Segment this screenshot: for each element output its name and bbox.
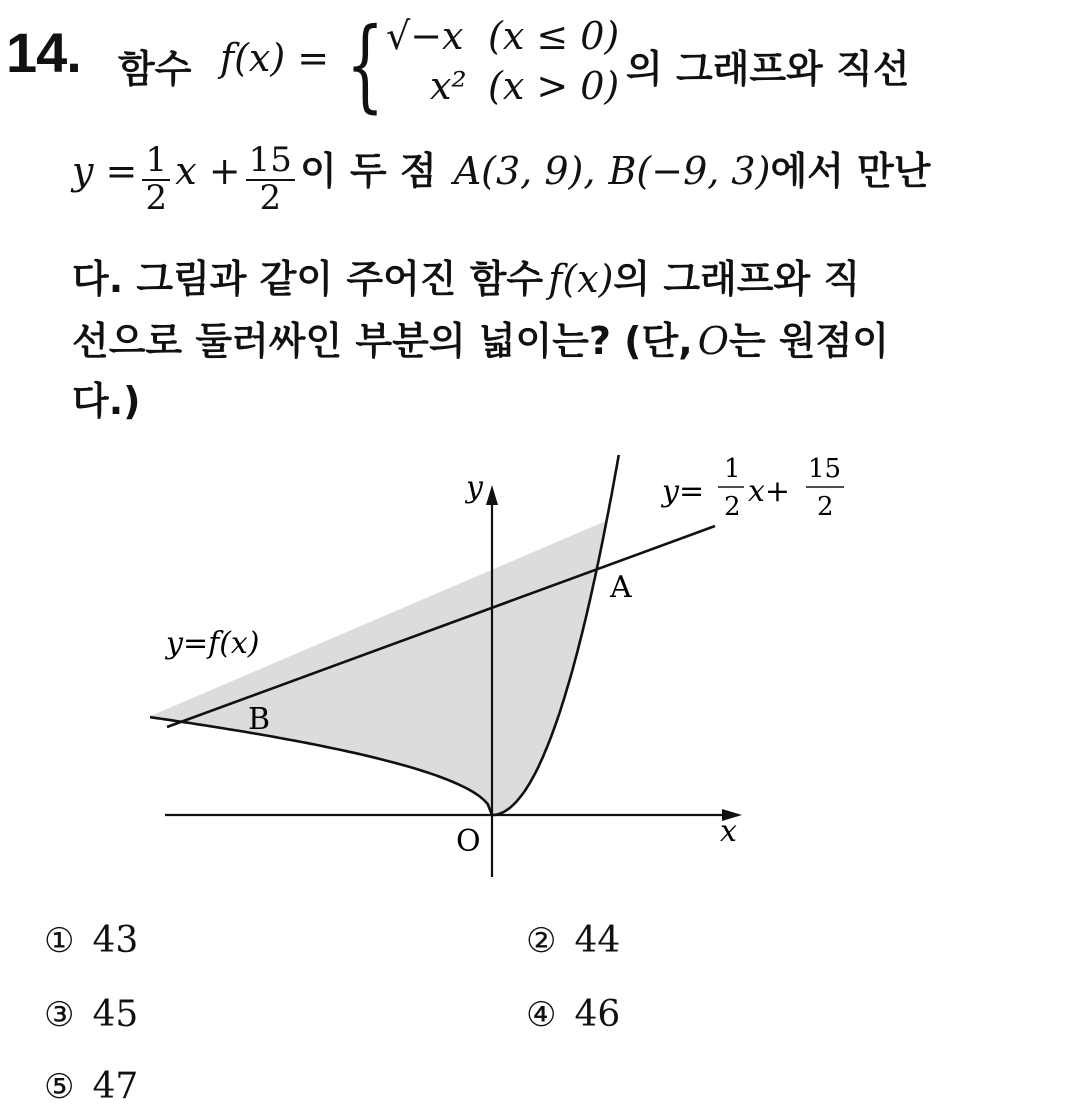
after-function-text: 의 그래프와 직선 <box>626 47 910 91</box>
point-b-label: B <box>248 702 271 737</box>
line-eq-mid: x + <box>175 149 241 193</box>
choice-1-value: 43 <box>92 920 139 961</box>
line-label-frac2-num: 15 <box>808 455 842 484</box>
choice-4-value: 46 <box>574 994 621 1035</box>
question-number: 14. <box>6 21 81 84</box>
line3-function: f(x) <box>548 257 614 301</box>
question-line-4 <box>72 310 889 365</box>
line-eq-y: y = <box>72 149 138 193</box>
line-eq-frac1-num: 1 <box>142 143 170 181</box>
piecewise-brace: { <box>346 6 385 123</box>
function-lhs: f(x) = <box>220 36 330 80</box>
line3-start: 다. 그림과 같이 주어진 함수 <box>72 257 544 301</box>
line5-text: 다.) <box>72 379 141 423</box>
case1-expression: √−x <box>386 14 464 58</box>
shaded-region <box>150 521 607 815</box>
question-line-5 <box>72 370 141 425</box>
line3-end: 의 그래프와 직 <box>613 257 861 301</box>
meets-text: 이 두 점 <box>300 149 437 193</box>
point-b-text: B(−9, 3) <box>608 149 771 193</box>
origin-label: O <box>456 824 481 859</box>
point-a-label: A <box>610 570 632 605</box>
line-label-mid: x+ <box>748 474 791 509</box>
line-label-y: y= <box>662 474 705 509</box>
line-eq-frac1 <box>142 139 170 218</box>
line-label-frac1-den: 2 <box>724 492 741 522</box>
choice-3[interactable] <box>44 994 138 1035</box>
graph-figure <box>150 455 870 885</box>
choice-5[interactable] <box>44 1066 138 1107</box>
choice-2-mark: ② <box>526 921 557 961</box>
y-axis-arrow <box>486 485 498 505</box>
choice-5-mark: ⑤ <box>44 1067 75 1107</box>
x-axis-label: x <box>720 814 737 849</box>
choice-3-mark: ③ <box>44 995 75 1035</box>
choice-1[interactable] <box>44 920 138 961</box>
line-label-frac2-den: 2 <box>817 492 834 522</box>
line4-end: 는 원점이 <box>728 319 889 363</box>
choice-1-mark: ① <box>44 921 75 961</box>
question-line-3 <box>72 248 860 303</box>
question-line-2 <box>72 140 931 216</box>
choice-2[interactable] <box>526 920 620 961</box>
intro-word: 함수 <box>118 47 192 91</box>
curve-label: y=f(x) <box>166 626 260 661</box>
choice-4-mark: ④ <box>526 995 557 1035</box>
line-eq-frac2-den: 2 <box>259 177 282 218</box>
line4-start: 선으로 둘러싸인 부분의 넓이는? (단, <box>72 319 693 363</box>
meets-end-text: 에서 만난 <box>770 149 931 193</box>
y-axis-label: y <box>466 470 483 505</box>
case2-condition: (x > 0) <box>488 64 620 108</box>
choice-3-value: 45 <box>92 994 139 1035</box>
line-eq-frac2-num: 15 <box>246 143 295 181</box>
choice-2-value: 44 <box>574 920 621 961</box>
line4-origin: O <box>697 319 729 363</box>
point-a-text: A(3, 9), <box>453 149 596 193</box>
line-label-frac1-num: 1 <box>724 455 741 484</box>
choice-4[interactable] <box>526 994 620 1035</box>
line-eq-frac1-den: 2 <box>145 177 168 218</box>
case2-expression: x² <box>430 64 467 108</box>
choice-5-value: 47 <box>92 1066 139 1107</box>
line-eq-frac2 <box>246 139 295 218</box>
case1-condition: (x ≤ 0) <box>488 14 620 58</box>
